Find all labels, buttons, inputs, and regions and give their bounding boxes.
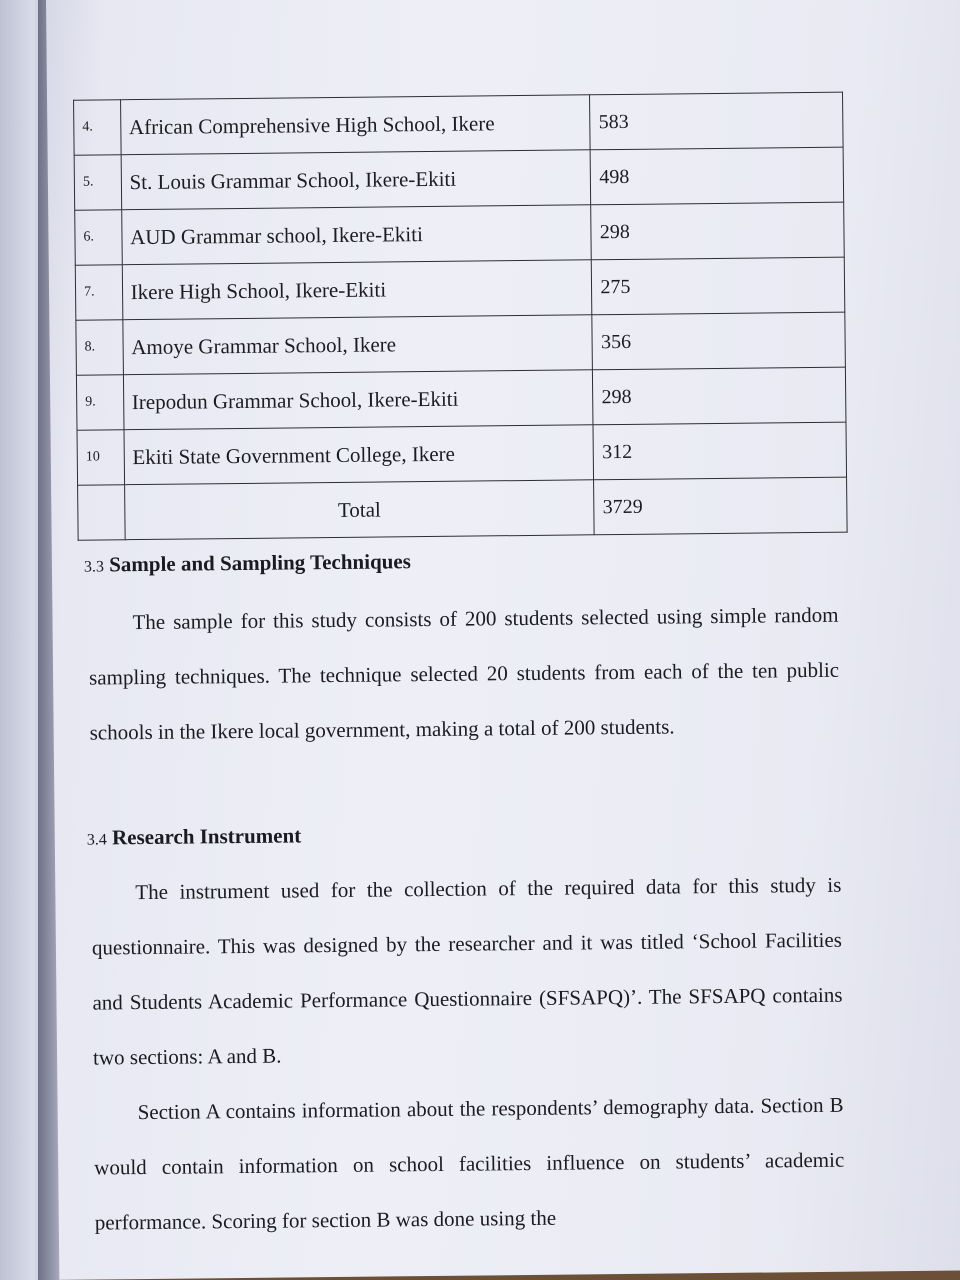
section-3-4-number: 3.4 xyxy=(86,831,107,849)
section-3-3-heading xyxy=(84,549,411,577)
student-count: 298 xyxy=(591,202,844,260)
total-value: 3729 xyxy=(594,477,847,535)
row-number: 5. xyxy=(74,155,121,210)
row-number: 9. xyxy=(76,375,123,430)
section-3-3-paragraph: The sample for this study consists of 200 students selected using simple random sampling techniques. The technique selected 20 students from each of the ten public schools in the Ikere local government, making a total of 200 students. xyxy=(88,602,840,745)
row-number: 8. xyxy=(76,320,123,375)
school-name: Ikere High School, Ikere-Ekiti xyxy=(122,260,592,320)
table-row xyxy=(75,257,845,320)
total-number-cell xyxy=(78,485,125,540)
section-3-4-heading xyxy=(87,823,302,850)
student-count: 498 xyxy=(590,147,843,205)
school-name: African Comprehensive High School, Ikere xyxy=(120,95,590,155)
document-page xyxy=(46,0,960,1280)
schools-table xyxy=(73,92,848,541)
school-name: Amoye Grammar School, Ikere xyxy=(122,315,592,375)
schools-table-body xyxy=(74,92,847,485)
student-count: 275 xyxy=(592,257,845,315)
section-3-4-paragraph-1: The instrument used for the collection of the required data for this study is questionnaire. This was designed by the researcher and it was titled ‘School Facilities and Students Academic Performance Questionnaire (SFSAPQ)’. The SFSAPQ contains two sections: A and B. xyxy=(91,872,843,1070)
table-row xyxy=(74,147,844,210)
total-label: Total xyxy=(124,480,594,540)
row-number: 7. xyxy=(75,265,122,320)
table-row xyxy=(74,92,844,155)
table-row xyxy=(76,312,846,375)
student-count: 583 xyxy=(590,92,843,150)
section-3-4-title: Research Instrument xyxy=(111,823,302,850)
row-number: 10 xyxy=(77,430,124,485)
section-3-4-paragraph-2: Section A contains information about the respondents’ demography data. Section B would contain information on school facilities influence on students’ academic performance. Scoring for section B was done using the xyxy=(94,1092,845,1235)
table-row xyxy=(77,422,847,485)
section-3-3-title: Sample and Sampling Techniques xyxy=(109,549,411,577)
student-count: 312 xyxy=(593,422,846,480)
row-number: 6. xyxy=(75,210,122,265)
school-name: Ekiti State Government College, Ikere xyxy=(124,425,594,485)
school-name: AUD Grammar school, Ikere-Ekiti xyxy=(121,205,591,265)
student-count: 298 xyxy=(593,367,846,425)
table-row xyxy=(76,367,846,430)
section-3-3-number: 3.3 xyxy=(83,558,105,576)
student-count: 356 xyxy=(592,312,845,370)
school-name: St. Louis Grammar School, Ikere-Ekiti xyxy=(121,150,591,210)
table-row xyxy=(75,202,845,265)
total-row xyxy=(78,477,848,540)
row-number: 4. xyxy=(74,100,121,155)
school-name: Irepodun Grammar School, Ikere-Ekiti xyxy=(123,370,593,430)
